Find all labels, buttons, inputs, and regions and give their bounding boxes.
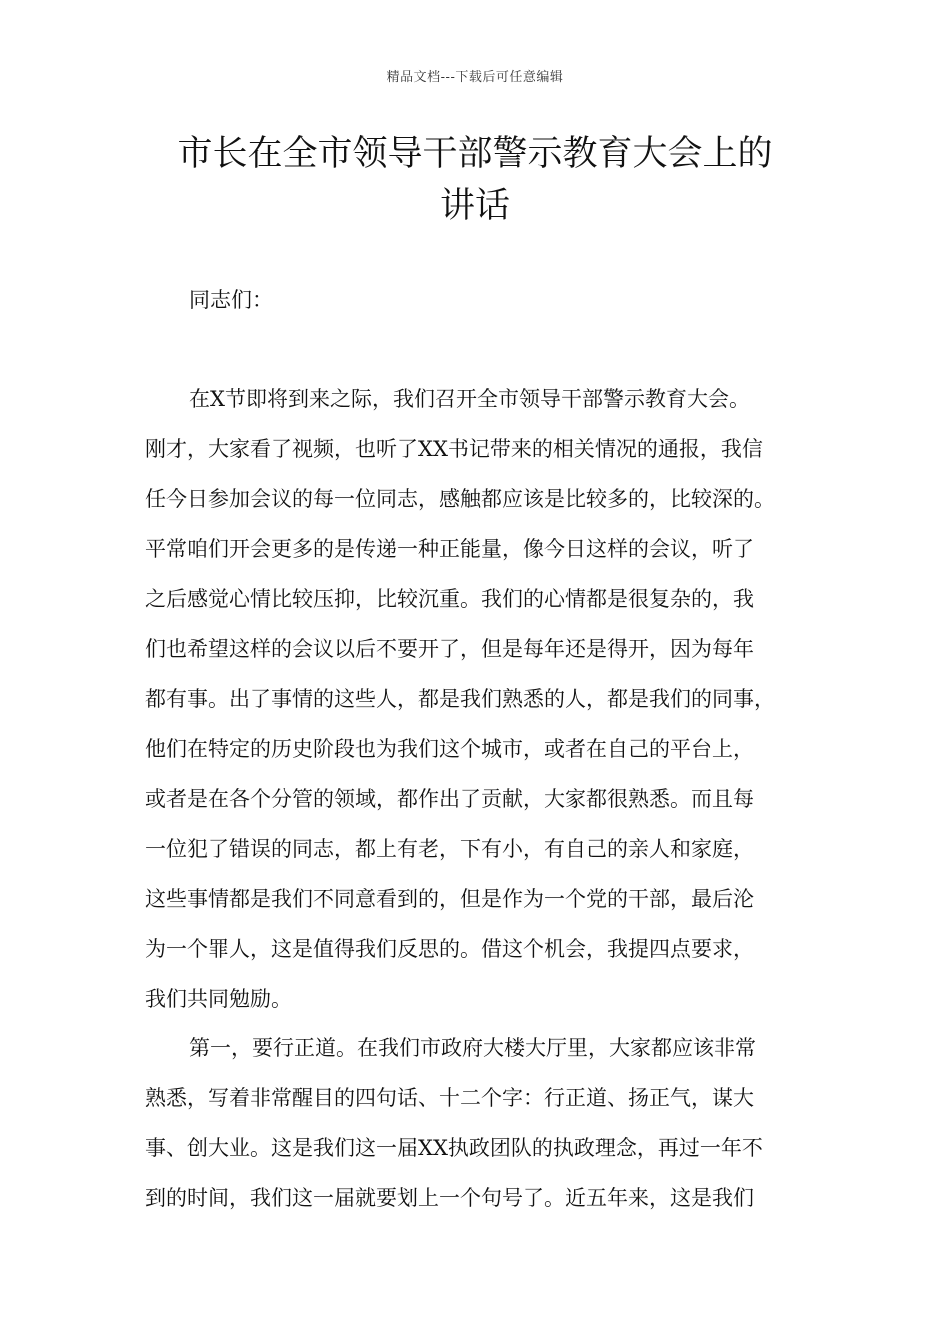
paragraph-line: 为一个罪人，这是值得我们反思的。借这个机会，我提四点要求，	[145, 937, 754, 961]
paragraph-line: 在X节即将到来之际，我们召开全市领导干部警示教育大会。	[189, 387, 750, 411]
paragraph-line: 我们共同勉励。	[145, 987, 292, 1011]
paragraph-2	[145, 1032, 835, 1232]
paragraph-line: 这些事情都是我们不同意看到的，但是作为一个党的干部，最后沦	[145, 887, 754, 911]
paragraph-1	[145, 383, 835, 1033]
paragraph-line: 一位犯了错误的同志，都上有老，下有小，有自己的亲人和家庭，	[145, 837, 754, 861]
salutation: 同志们：	[189, 288, 273, 312]
paragraph-line: 刚才，大家看了视频，也听了XX书记带来的相关情况的通报，我信	[145, 437, 763, 461]
paragraph-line: 们也希望这样的会议以后不要开了，但是每年还是得开，因为每年	[145, 637, 754, 661]
paragraph-line: 他们在特定的历史阶段也为我们这个城市，或者在自己的平台上，	[145, 737, 754, 761]
paragraph-line: 熟悉，写着非常醒目的四句话、十二个字：行正道、扬正气，谋大	[145, 1086, 754, 1110]
paragraph-line: 或者是在各个分管的领域，都作出了贡献，大家都很熟悉。而且每	[145, 787, 754, 811]
header-note: 精品文档---下载后可任意编辑	[386, 70, 564, 85]
document-title	[120, 128, 830, 232]
paragraph-line: 第一，要行正道。在我们市政府大楼大厅里，大家都应该非常	[189, 1036, 756, 1060]
title-line-1: 市长在全市领导干部警示教育大会上的	[177, 134, 773, 174]
paragraph-line: 都有事。出了事情的这些人，都是我们熟悉的人，都是我们的同事，	[145, 687, 775, 711]
paragraph-line: 任今日参加会议的每一位同志，感触都应该是比较多的，比较深的。	[145, 487, 775, 511]
paragraph-line: 平常咱们开会更多的是传递一种正能量，像今日这样的会议，听了	[145, 537, 754, 561]
paragraph-line: 事、创大业。这是我们这一届XX执政团队的执政理念，再过一年不	[145, 1136, 763, 1160]
paragraph-line: 到的时间，我们这一届就要划上一个句号了。近五年来，这是我们	[145, 1186, 754, 1210]
title-line-2: 讲话	[439, 186, 510, 226]
paragraph-line: 之后感觉心情比较压抑，比较沉重。我们的心情都是很复杂的，我	[145, 587, 754, 611]
